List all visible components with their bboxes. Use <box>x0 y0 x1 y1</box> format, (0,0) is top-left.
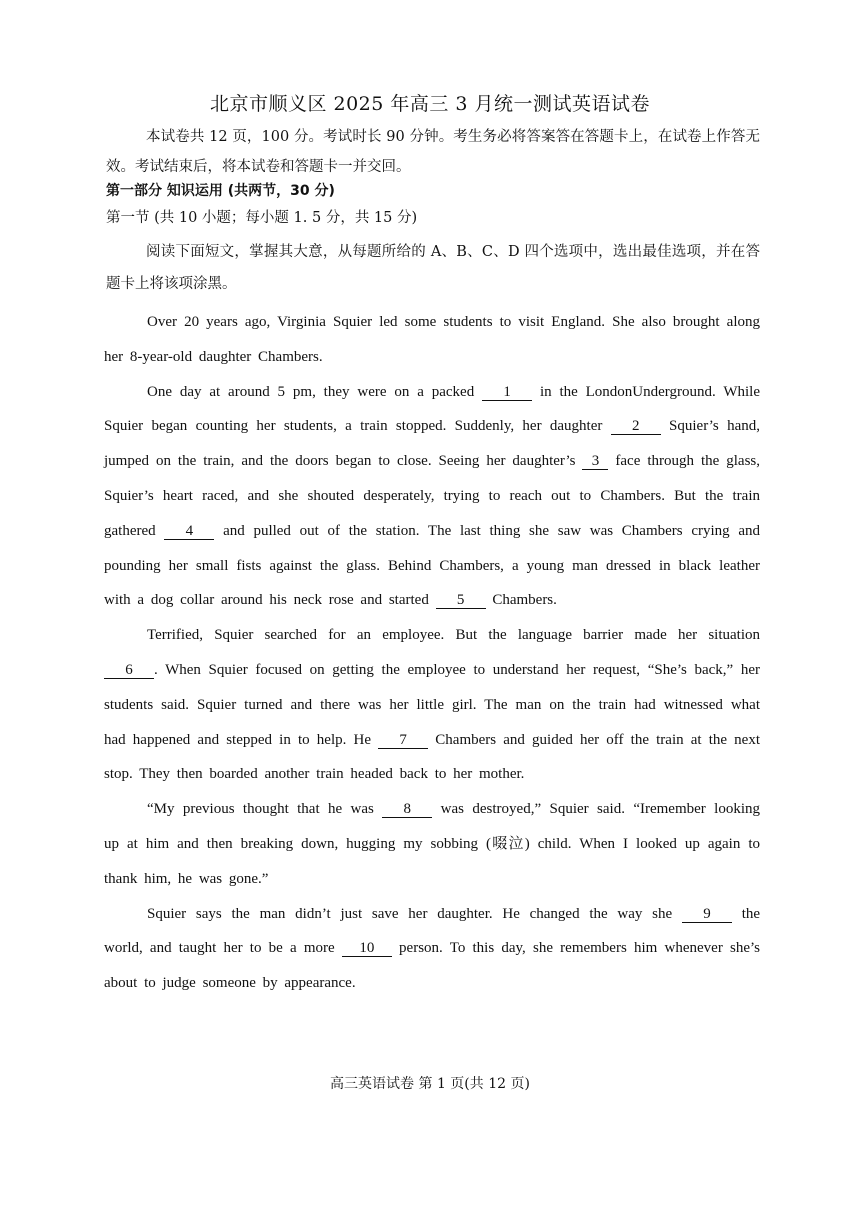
section-heading: 第一节 (共 10 小题；每小题 1. 5 分，共 15 分) <box>106 210 418 226</box>
paragraph-1: Over 20 years ago, Virginia Squier led some students to visit England. She also brought along her 8-year-old daughter Chambers. <box>104 314 760 365</box>
text-segment: . When Squier focused on getting the employee to understand her request, “She’s back,” her students said. Squier turned and there was her little girl. The man on the train had witnessed what had happened and stepped in to help. He <box>104 661 760 748</box>
blank-6: 6 <box>104 662 154 679</box>
blank-1: 1 <box>482 384 532 401</box>
paragraph-2 <box>104 375 760 619</box>
paragraph-3 <box>104 618 760 792</box>
instructions: 阅读下面短文，掌握其大意，从每题所给的 A、B、C、D 四个选项中，选出最佳选项，并在答题卡上将该项涂黑。 <box>106 244 760 292</box>
text-segment: and pulled out of the station. The last thing she saw was Chambers crying and pounding her small fists against the glass. Behind Chambers, a young man dressed in black leather with a dog collar around his neck rose and started <box>104 522 761 609</box>
text-segment: was destroyed,” Squier said. “Iremember looking up at him and then breaking down, hugging my sobbing (啜泣) child. When I looked up again to thank him, he was gone.” <box>104 801 761 887</box>
exam-intro: 本试卷共 12 页，100 分。考试时长 90 分钟。考生务必将答案答在答题卡上，在试卷上作答无效。考试结束后，将本试卷和答题卡一并交回。 <box>106 129 760 175</box>
blank-9: 9 <box>682 906 732 923</box>
page-footer: 高三英语试卷 第 1 页(共 12 页) <box>330 1076 530 1092</box>
part-heading: 第一部分 知识运用 (共两节，30 分) <box>106 183 335 199</box>
exam-title: 北京市顺义区 2025 年高三 3 月统一测试英语试卷 <box>209 93 651 115</box>
blank-5: 5 <box>436 592 486 609</box>
text-segment: “My previous thought that he was <box>147 801 374 818</box>
text-segment: face through the glass, Squier’s heart raced, and she shouted desperately, trying to reach out to Chambers. But the train gathered <box>104 453 760 539</box>
blank-2: 2 <box>611 418 661 435</box>
paragraph-5 <box>104 897 760 1001</box>
text-segment: Chambers and guided her off the train at the next stop. They then boarded another train headed back to her mother. <box>104 731 761 783</box>
text-segment: in the LondonUnderground. While Squier began counting her students, a train stopped. Suddenly, her daughter <box>104 383 761 435</box>
text-segment: Squier’s hand, jumped on the train, and the doors began to close. Seeing her daughter’s <box>104 418 760 470</box>
text-segment: person. To this day, she remembers him whenever she’s about to judge someone by appearance. <box>104 940 760 992</box>
paragraph-4 <box>104 792 760 896</box>
text-segment: Chambers. <box>492 592 557 609</box>
text-segment: One day at around 5 pm, they were on a packed <box>147 383 475 400</box>
text-segment: Terrified, Squier searched for an employee. But the language barrier made her situation <box>147 627 760 644</box>
blank-4: 4 <box>164 523 214 540</box>
text-segment: the world, and taught her to be a more <box>104 905 761 957</box>
blank-8: 8 <box>382 801 432 818</box>
text-segment: Squier says the man didn’t just save her daughter. He changed the way she <box>147 905 673 922</box>
cloze-passage <box>104 305 760 1001</box>
blank-7: 7 <box>378 732 428 749</box>
blank-3: 3 <box>582 453 608 470</box>
blank-10: 10 <box>342 940 392 957</box>
